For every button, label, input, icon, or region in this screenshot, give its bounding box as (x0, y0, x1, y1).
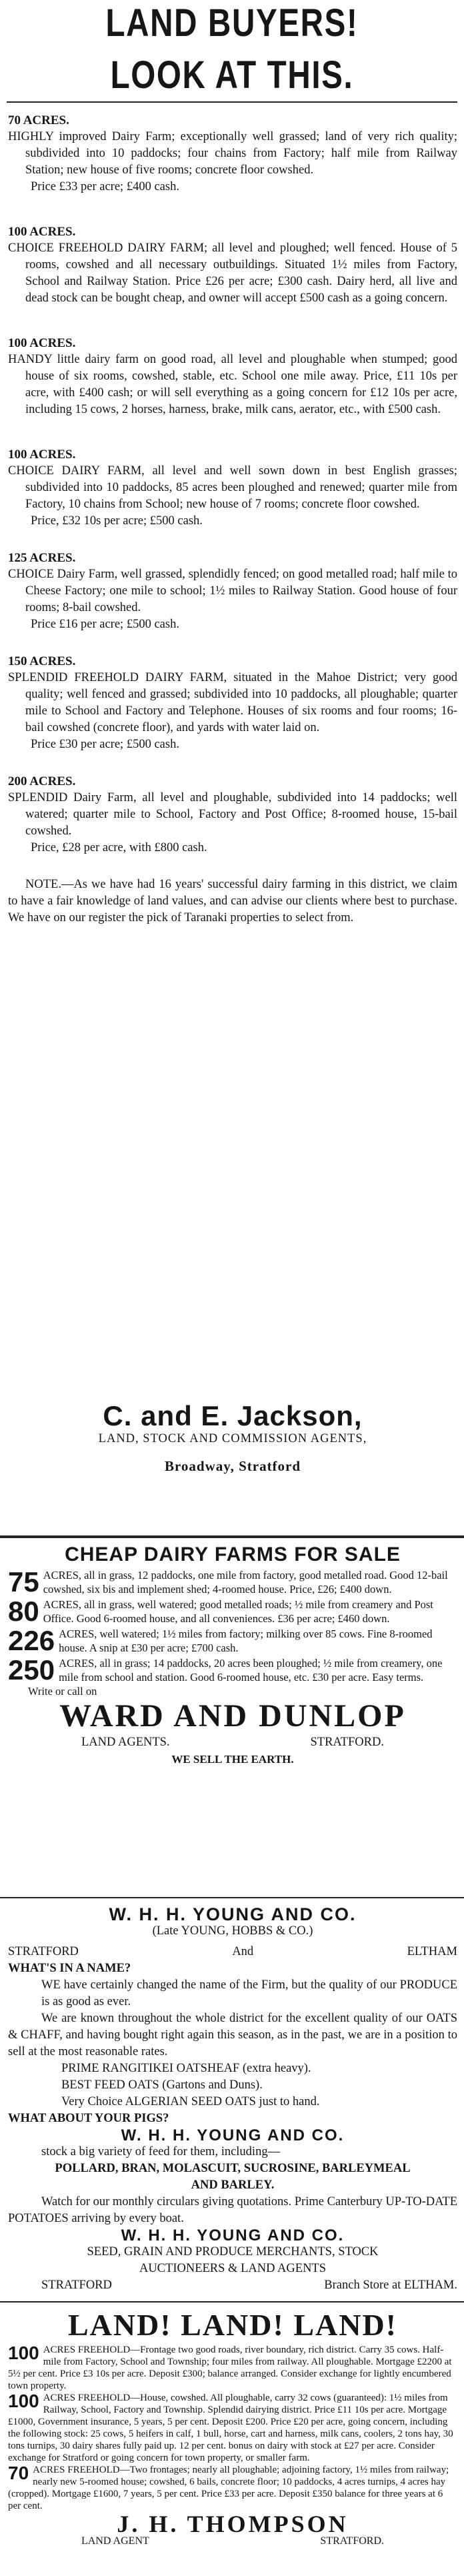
farm-number: 80 (8, 1597, 39, 1626)
listing-price: Price, £28 per acre, with £800 cash. (31, 841, 207, 854)
listing-text: HANDY little dairy farm on good road, all level and ploughable when stumped; good house of six rooms, cowshed, stable, etc. School one mile away. Price, £11 10s per acre, with £400 cash; or will sell everything as a going concern for £12 10s per acre, including 15 cows, 2 horses, harness, brake, milk cans, aerator, etc., with £500 cash. (8, 353, 457, 416)
farm-text: ACRES FREEHOLD—Frontage two good roads, river boundary, rich district. Carry 35 cows. Half-mile from Factory, School and Township; four miles from railway. All ploughable. Mortgage £2200 at 5½ per cent. Price £3 10s per acre. Deposit £300; balance arranged. Consider exchange for lightly encumbered town property. (8, 2345, 452, 2391)
farm-item (8, 2464, 457, 2512)
farm-number: 75 (8, 1568, 39, 1596)
ward-motto: WE SELL THE EARTH. (171, 1753, 294, 1766)
listing-text: CHOICE FREEHOLD DAIRY FARM; all level and ploughed; well fenced. House of 5 rooms, cowshed and all necessary outbuildings. Situated 1½ miles from Factory, School and Railway Station. Price £26 per acre; £300 cash. Dairy herd, all live and dead stock can be bought cheap, and owner will accept £500 cash as a going concern. (8, 241, 457, 305)
listing-acres: 70 ACRES. (8, 113, 69, 127)
farm-number: 100 (8, 2392, 39, 2411)
divider (0, 2301, 464, 2303)
listing-acres: 100 ACRES. (8, 336, 76, 350)
headline-look-at-this: LOOK AT THIS. (110, 53, 354, 97)
listing-text: CHOICE Dairy Farm, well grassed, splendidly fenced; on good metalled road; half mile to Cheese Factory; one mile to school; 1½ miles to Railway Station. Good house of four rooms; 8-bail cowshed. (8, 568, 457, 614)
young-title: W. H. H. YOUNG AND CO. (109, 1904, 357, 1924)
jackson-address: Broadway, Stratford (164, 1458, 301, 1474)
listing-acres: 125 ACRES. (8, 551, 76, 565)
jackson-block (8, 1400, 457, 1475)
farm-item (8, 2344, 457, 2392)
farm-number: 226 (8, 1627, 55, 1655)
young-para-7: SEED, GRAIN AND PRODUCE MERCHANTS, STOCK AUCTIONEERS & LAND AGENTS (87, 2245, 379, 2275)
young-loc-mid: And (232, 1945, 254, 1958)
listing-acres: 150 ACRES. (8, 654, 76, 668)
listing-text: SPLENDID FREEHOLD DAIRY FARM, situated in the Mahoe District; very good quality; well fenced and grassed; subdivided into 10 paddocks, all ploughable; quarter mile to School and Factory and Telephone. Houses of six rooms and four rooms; 16-bail cowshed (concrete floor), and yards with water laid on. (8, 671, 457, 734)
listing-price: Price £16 per acre; £500 cash. (31, 618, 179, 631)
farm-number: 70 (8, 2464, 29, 2483)
farm-item (8, 1656, 457, 1684)
farm-text: ACRES, well watered; 1½ miles from factory; milking over 85 cows. Fine 8-roomed house. A snip at £30 per acre; £700 cash. (59, 1628, 433, 1654)
listing-text: CHOICE DAIRY FARM, all level and well sown down in best English grasses; subdivided into 10 paddocks, 85 acres been ploughed and renewed; quarter mile from Factory, 10 chains from School; new house of 7 rooms; concrete floor cowshed. (8, 464, 457, 511)
thompson-agent: LAND AGENT (81, 2535, 149, 2547)
farm-text: ACRES, all in grass, 12 paddocks, one mile from factory, good metalled road. Good 12-bail cowshed, six bis and implement shed; 4-roomed house. Price, £26; £400 down. (43, 1569, 448, 1595)
headline-land-buyers: LAND BUYERS! (105, 1, 359, 45)
ward-write: Write or call on (28, 1685, 97, 1698)
thompson-town: STRATFORD. (320, 2535, 384, 2547)
thompson-name: J. H. THOMPSON (117, 2511, 349, 2537)
listing-price: Price £30 per acre; £500 cash. (31, 738, 179, 751)
divider (0, 1535, 464, 1538)
listing-acres: 100 ACRES. (8, 225, 76, 239)
listing-price: Price £33 per acre; £400 cash. (31, 180, 179, 193)
listings-section (8, 112, 457, 926)
farm-item (8, 1597, 457, 1626)
listing-text: HIGHLY improved Dairy Farm; exceptionally well grassed; land of very rich quality; subdivided into 10 paddocks; four chains from Factory; half mile from Railway Station; new house of five rooms; concrete floor cowshed. (8, 130, 457, 177)
jackson-subtitle: LAND, STOCK AND COMMISSION AGENTS, (98, 1432, 367, 1445)
young-branch-row (8, 2277, 457, 2294)
young-para-2: We are known throughout the whole district for the excellent quality of our OATS & CHAFF, and having bought right again this season, as in the past, we are in a position to sell at the most reasonable rates. (8, 2012, 457, 2058)
thompson-title: LAND! LAND! LAND! (68, 2308, 397, 2342)
young-location-row (8, 1944, 457, 1960)
ward-town: STRATFORD. (310, 1736, 384, 1749)
farm-number: 100 (8, 2344, 39, 2363)
ward-name: WARD AND DUNLOP (59, 1698, 406, 1734)
farm-item (8, 1568, 457, 1596)
ward-block (8, 1543, 457, 1768)
young-stratford: STRATFORD (41, 2279, 112, 2292)
divider (7, 101, 457, 103)
young-title-2: W. H. H. YOUNG AND CO. (121, 2126, 345, 2144)
young-para-5: POLLARD, BRAN, MOLASCUIT, SUCROSINE, BARLEYMEAL AND BARLEY. (55, 2162, 411, 2192)
young-question-2: WHAT ABOUT YOUR PIGS? (8, 2112, 169, 2125)
young-oats-2: BEST FEED OATS (Gartons and Duns). (61, 2078, 263, 2092)
thompson-farms (8, 2344, 457, 2512)
thompson-block (8, 2307, 457, 2549)
ward-farms (8, 1568, 457, 1698)
farm-text: ACRES, all in grass, well watered; good metalled roads; ½ mile from creamery and Post Office. Good 6-roomed house, and all conveniences. £36 per acre; £460 down. (43, 1598, 433, 1625)
young-title-3: W. H. H. YOUNG AND CO. (121, 2226, 345, 2244)
farm-item (8, 1627, 457, 1655)
farm-text: ACRES, all in grass; 14 paddocks, 20 acres been ploughed; ½ mile from creamery, one mile from school and station. Good 6-roomed house, etc. £30 per acre. Easy terms. (59, 1657, 443, 1684)
ward-agents-row (8, 1734, 457, 1751)
young-loc-right: ELTHAM (407, 1945, 457, 1958)
ward-title: CHEAP DAIRY FARMS FOR SALE (65, 1543, 401, 1565)
young-loc-left: STRATFORD (8, 1945, 79, 1958)
note-paragraph: NOTE.—As we have had 16 years' successful dairy farming in this district, we claim to have a fair knowledge of land values, and can advise our clients where best to purchase. We have on our register the pick of Taranaki properties to select from. (8, 878, 457, 924)
young-para-1: WE have certainly changed the name of the Firm, but the quality of our PRODUCE is as good as ever. (41, 1978, 457, 2008)
jackson-name: C. and E. Jackson, (103, 1400, 363, 1431)
listing-acres: 200 ACRES. (8, 774, 76, 788)
young-oats-1: PRIME RANGITIKEI OATSHEAF (extra heavy). (61, 2062, 311, 2075)
farm-item (8, 2392, 457, 2464)
listing-price: Price, £32 10s per acre; £500 cash. (31, 514, 203, 528)
young-late: (Late YOUNG, HOBBS & CO.) (152, 1924, 313, 1938)
listing-text: SPLENDID Dairy Farm, all level and ploughable, subdivided into 14 paddocks; well watered; quarter mile to School, Factory and Post Office; 8-roomed house, 15-bail cowshed. (8, 791, 457, 838)
farm-number: 250 (8, 1656, 55, 1684)
divider (0, 1897, 464, 1898)
farm-text: ACRES FREEHOLD—Two frontages; nearly all ploughable; adjoining factory, 1½ miles from railway; nearly new 5-roomed house; cowshed, 6 bails, concrete floor; 10 paddocks, 4 acres turnips, 4 acres hay (cropped). Mortgage £1600, 7 years, 5 per cent. Price £33 per acre. Deposit £350 balance for three years at 6 per cent. (8, 2465, 449, 2511)
young-branch: Branch Store at ELTHAM. (324, 2279, 457, 2292)
listing-acres: 100 ACRES. (8, 448, 76, 462)
young-oats-3: Very Choice ALGERIAN SEED OATS just to hand. (61, 2095, 320, 2108)
ward-agents: LAND AGENTS. (81, 1736, 170, 1749)
young-block (8, 1906, 457, 2294)
young-question-1: WHAT'S IN A NAME? (8, 1962, 131, 1975)
young-para-6: Watch for our monthly circulars giving quotations. Prime Canterbury UP-TO-DATE POTATOES arriving by every boat. (8, 2195, 457, 2225)
farm-text: ACRES FREEHOLD—House, cowshed. All ploughable, carry 32 cows (guaranteed): 1½ miles from Railway, School, Factory and Township. Splendid dairying district. Price £11 10s per acre. Mortgage £1000, Government insurance, 5 years, 5 per cent. Deposit £200. Price £20 per acre, going concern, including the following stock: 25 cows, 5 heifers in calf, 1 bull, horse, cart and harness, milk cans, coolers, 2 tons hay, 30 tons turnips, 30 dairy shares fully paid up. 12 per cent. bonus on dairy with stock at £27 per acre. Consider exchange for Stratford or going concern for town property, or smaller farm. (8, 2393, 453, 2463)
young-para-4: stock a big variety of feed for them, including— (41, 2145, 281, 2158)
